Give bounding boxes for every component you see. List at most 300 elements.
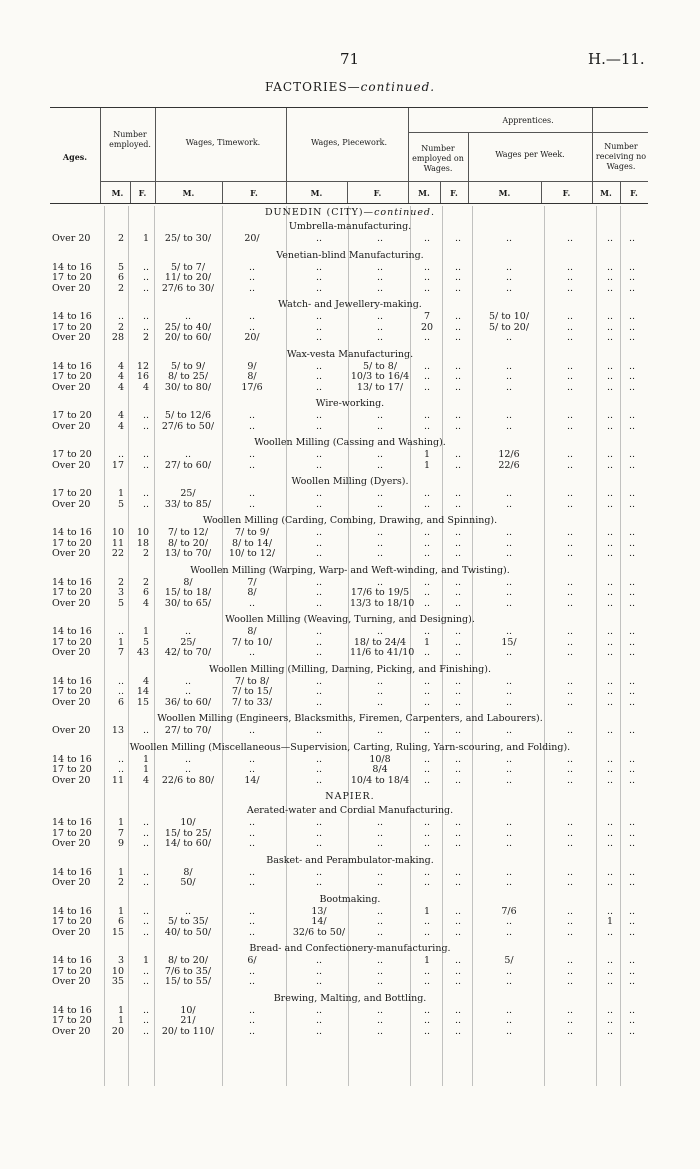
table-row xyxy=(0,411,700,422)
row-age: 17 to 20 xyxy=(52,686,92,697)
apprentice-wages-m: .. xyxy=(505,774,513,786)
apprentices-f: .. xyxy=(454,459,462,471)
apprentices-f: .. xyxy=(454,626,462,637)
table-row xyxy=(0,333,700,344)
row-age: 17 to 20 xyxy=(52,587,92,598)
section-heading xyxy=(0,790,700,804)
apprentice-wages-f: .. xyxy=(566,261,574,273)
timework-f: .. xyxy=(248,282,256,294)
apprentices-m: .. xyxy=(423,597,431,609)
table-row xyxy=(0,234,700,245)
no-wages-f: .. xyxy=(628,420,636,432)
timework-f: 8/ xyxy=(247,371,257,382)
apprentices-m: .. xyxy=(423,537,431,549)
piecework-m: .. xyxy=(315,488,323,499)
no-wages-f: .. xyxy=(628,272,636,283)
row-age: 14 to 16 xyxy=(52,311,92,322)
apprentices-f: .. xyxy=(454,537,462,549)
no-wages-f: .. xyxy=(628,527,636,538)
employed-f: 18 xyxy=(136,537,149,549)
header-ages: Ages. xyxy=(62,152,88,162)
section-heading-text: Watch- and Jewellery-making. xyxy=(278,299,422,310)
apprentice-wages-m: .. xyxy=(505,1025,513,1037)
row-age: 17 to 20 xyxy=(52,537,92,549)
no-wages-m: .. xyxy=(606,332,614,343)
apprentices-m: .. xyxy=(423,576,431,588)
no-wages-m: .. xyxy=(606,233,614,244)
page-title xyxy=(0,80,700,94)
employed-f: 2 xyxy=(142,332,149,343)
piecework-m: 14/ xyxy=(311,916,327,927)
apprentices-f: .. xyxy=(454,1015,462,1026)
employed-f: .. xyxy=(142,1025,149,1037)
timework-m: 8/ xyxy=(183,866,193,878)
apprentice-wages-f: .. xyxy=(566,866,574,878)
table-row xyxy=(0,284,700,295)
no-wages-f: .. xyxy=(628,449,636,460)
apprentice-wages-f: .. xyxy=(566,774,574,786)
employed-m: .. xyxy=(117,449,124,460)
row-age: 17 to 20 xyxy=(52,371,92,382)
apprentices-f: .. xyxy=(454,332,462,343)
employed-m: .. xyxy=(117,311,124,322)
no-wages-m: .. xyxy=(606,1015,614,1026)
apprentices-m: .. xyxy=(423,360,431,372)
section-heading xyxy=(0,249,700,263)
apprentice-wages-f: .. xyxy=(566,1004,574,1016)
apprentices-m: 1 xyxy=(423,459,431,471)
piecework-m: .. xyxy=(315,332,323,343)
no-wages-m: .. xyxy=(606,371,614,382)
apprentice-wages-m: .. xyxy=(505,686,513,697)
no-wages-f: .. xyxy=(628,537,636,549)
table-row xyxy=(0,755,700,766)
piecework-m: .. xyxy=(315,965,323,977)
apprentice-wages-f: .. xyxy=(566,332,574,343)
piecework-m: .. xyxy=(315,537,323,549)
apprentice-wages-m: .. xyxy=(505,371,513,382)
row-age: 17 to 20 xyxy=(52,321,92,333)
apprentices-m: .. xyxy=(423,965,431,977)
timework-m: 30/ to 65/ xyxy=(164,597,212,609)
employed-m: 35 xyxy=(111,976,124,987)
no-wages-f: .. xyxy=(628,647,636,658)
apprentices-f: .. xyxy=(454,597,462,609)
row-age: 14 to 16 xyxy=(52,866,92,878)
employed-f: 1 xyxy=(142,233,149,244)
table-row xyxy=(0,917,700,928)
timework-m: .. xyxy=(184,311,192,322)
row-age: 14 to 16 xyxy=(52,1004,92,1016)
apprentices-f: .. xyxy=(454,753,462,765)
employed-f: .. xyxy=(142,321,149,333)
row-age: Over 20 xyxy=(52,233,91,244)
table-row xyxy=(0,450,700,461)
no-wages-f: .. xyxy=(628,955,636,966)
employed-m: 13 xyxy=(111,725,124,736)
timework-f: 10/ to 12/ xyxy=(228,548,276,559)
table-row xyxy=(0,977,700,988)
row-age: Over 20 xyxy=(52,498,91,510)
employed-m: .. xyxy=(117,675,124,687)
piecework-m: 32/6 to 50/ xyxy=(292,926,346,938)
timework-m: 36/ to 60/ xyxy=(164,696,212,708)
no-wages-f: .. xyxy=(628,1004,636,1016)
no-wages-f: .. xyxy=(628,764,636,775)
apprentice-wages-f: .. xyxy=(566,1025,574,1037)
apprentices-m: .. xyxy=(423,696,431,708)
timework-m: 8/ to 25/ xyxy=(167,371,209,382)
employed-f: 16 xyxy=(136,371,149,382)
row-age: 17 to 20 xyxy=(52,272,92,283)
apprentice-wages-f: .. xyxy=(566,233,574,244)
row-age: Over 20 xyxy=(52,926,91,938)
no-wages-f: .. xyxy=(628,827,636,839)
piecework-f: 11/6 to 41/10 xyxy=(350,647,415,658)
apprentices-m: .. xyxy=(423,272,431,283)
row-age: Over 20 xyxy=(52,597,91,609)
apprentice-wages-f: .. xyxy=(566,626,574,637)
apprentices-m: .. xyxy=(423,976,431,987)
piecework-f: .. xyxy=(376,916,384,927)
timework-f: .. xyxy=(248,647,256,658)
header-number-no-wages: Number receiving no Wages. xyxy=(595,142,647,171)
table-row xyxy=(0,528,700,539)
piecework-f: .. xyxy=(376,866,384,878)
piecework-m: .. xyxy=(315,311,323,322)
piecework-m: .. xyxy=(315,381,323,393)
employed-m: 28 xyxy=(111,332,124,343)
no-wages-m: .. xyxy=(606,675,614,687)
piecework-f: .. xyxy=(376,955,384,966)
timework-f: .. xyxy=(248,905,256,917)
table-row xyxy=(0,549,700,560)
apprentices-m: .. xyxy=(423,1004,431,1016)
timework-m: 25/ xyxy=(180,488,196,499)
piecework-m: .. xyxy=(315,774,323,786)
apprentice-wages-f: .. xyxy=(566,916,574,927)
timework-f: .. xyxy=(248,1015,256,1026)
apprentice-wages-m: .. xyxy=(505,488,513,499)
title-continued: continued. xyxy=(360,80,436,94)
timework-m: 15/ to 25/ xyxy=(164,827,212,839)
no-wages-m: .. xyxy=(606,753,614,765)
table-row xyxy=(0,928,700,939)
no-wages-m: .. xyxy=(606,827,614,839)
employed-m: 17 xyxy=(111,459,124,471)
piecework-m: .. xyxy=(315,587,323,598)
apprentices-f: .. xyxy=(454,774,462,786)
apprentices-f: .. xyxy=(454,764,462,775)
apprentice-wages-m: .. xyxy=(505,926,513,938)
piecework-m: 13/ xyxy=(311,905,327,917)
timework-m: 27/6 to 50/ xyxy=(161,420,215,432)
timework-m: 8/ xyxy=(183,576,193,588)
piecework-m: .. xyxy=(315,272,323,283)
employed-m: 1 xyxy=(117,636,124,648)
no-wages-m: .. xyxy=(606,774,614,786)
table-row xyxy=(0,765,700,776)
table-row xyxy=(0,461,700,472)
piecework-f: .. xyxy=(376,926,384,938)
header-m: M. xyxy=(111,188,124,198)
no-wages-f: .. xyxy=(628,753,636,765)
no-wages-f: .. xyxy=(628,488,636,499)
row-age: Over 20 xyxy=(52,725,91,736)
section-heading xyxy=(0,436,700,450)
row-age: Over 20 xyxy=(52,381,91,393)
no-wages-f: .. xyxy=(628,321,636,333)
timework-f: .. xyxy=(248,449,256,460)
no-wages-m: .. xyxy=(606,686,614,697)
no-wages-f: .. xyxy=(628,916,636,927)
piecework-f: .. xyxy=(376,459,384,471)
piecework-m: .. xyxy=(315,866,323,878)
employed-f: 1 xyxy=(142,626,149,637)
table-row xyxy=(0,956,700,967)
row-age: Over 20 xyxy=(52,332,91,343)
table-row xyxy=(0,726,700,737)
piecework-m: .. xyxy=(315,976,323,987)
apprentice-wages-m: .. xyxy=(505,261,513,273)
piecework-f: .. xyxy=(376,976,384,987)
apprentice-wages-m: .. xyxy=(505,537,513,549)
row-age: Over 20 xyxy=(52,647,91,658)
timework-f: .. xyxy=(248,410,256,421)
no-wages-f: .. xyxy=(628,282,636,294)
apprentice-wages-m: .. xyxy=(505,753,513,765)
no-wages-m: .. xyxy=(606,636,614,648)
apprentice-wages-m: .. xyxy=(505,576,513,588)
piecework-m: .. xyxy=(315,827,323,839)
section-heading-text: Woollen Milling (Carding, Combing, Drawing, and Spinning). xyxy=(202,515,498,526)
apprentice-wages-f: .. xyxy=(566,498,574,510)
piecework-f: .. xyxy=(376,838,384,849)
header-m: M. xyxy=(498,188,511,198)
apprentices-f: .. xyxy=(454,1004,462,1016)
piecework-m: .. xyxy=(315,548,323,559)
timework-m: 5/ to 7/ xyxy=(170,261,206,273)
apprentices-f: .. xyxy=(454,410,462,421)
apprentice-wages-f: .. xyxy=(566,905,574,917)
row-age: 17 to 20 xyxy=(52,916,92,927)
timework-f: .. xyxy=(248,916,256,927)
piecework-m: .. xyxy=(315,498,323,510)
timework-m: 15/ to 55/ xyxy=(164,976,212,987)
header-wages-per-week: Wages per Week. xyxy=(495,150,565,159)
apprentice-wages-m: .. xyxy=(505,916,513,927)
apprentices-m: .. xyxy=(423,877,431,888)
apprentice-wages-f: .. xyxy=(566,675,574,687)
table-row xyxy=(0,868,700,879)
no-wages-m: .. xyxy=(606,647,614,658)
apprentice-wages-m: .. xyxy=(505,647,513,658)
apprentice-wages-m: 12/6 xyxy=(498,449,520,460)
timework-f: 6/ xyxy=(247,955,257,966)
employed-m: .. xyxy=(117,764,124,775)
no-wages-f: .. xyxy=(628,381,636,393)
no-wages-m: .. xyxy=(606,587,614,598)
piecework-f: .. xyxy=(376,321,384,333)
apprentice-wages-f: .. xyxy=(566,753,574,765)
no-wages-f: .. xyxy=(628,371,636,382)
apprentice-wages-f: .. xyxy=(566,877,574,888)
section-heading xyxy=(0,220,700,234)
no-wages-m: .. xyxy=(606,955,614,966)
timework-m: 25/ xyxy=(180,636,196,648)
piecework-f: .. xyxy=(376,537,384,549)
apprentices-f: .. xyxy=(454,955,462,966)
employed-m: 20 xyxy=(111,1025,124,1037)
employed-f: 10 xyxy=(136,527,149,538)
timework-m: .. xyxy=(184,764,192,775)
timework-f: 7/ to 9/ xyxy=(234,527,270,538)
row-age: 14 to 16 xyxy=(52,905,92,917)
apprentice-wages-m: .. xyxy=(505,838,513,849)
section-heading-text: Aerated-water and Cordial Manufacturing. xyxy=(246,805,454,816)
header-f: F. xyxy=(373,188,382,198)
section-heading xyxy=(0,712,700,726)
apprentices-f: .. xyxy=(454,647,462,658)
table-row xyxy=(0,578,700,589)
apprentice-wages-m: .. xyxy=(505,725,513,736)
no-wages-m: .. xyxy=(606,282,614,294)
apprentice-wages-f: .. xyxy=(566,647,574,658)
header-f: F. xyxy=(630,188,638,198)
apprentices-m: .. xyxy=(423,587,431,598)
row-age: Over 20 xyxy=(52,838,91,849)
apprentice-wages-f: .. xyxy=(566,282,574,294)
piecework-f: .. xyxy=(376,420,384,432)
apprentices-f: .. xyxy=(454,965,462,977)
piecework-f: .. xyxy=(376,488,384,499)
apprentices-f: .. xyxy=(454,838,462,849)
apprentice-wages-m: 7/6 xyxy=(501,905,517,917)
timework-f: .. xyxy=(248,1025,256,1037)
header-m: M. xyxy=(418,188,430,198)
table-row xyxy=(0,1027,700,1038)
piecework-f: .. xyxy=(376,498,384,510)
piecework-m: .. xyxy=(315,753,323,765)
no-wages-m: .. xyxy=(606,877,614,888)
piecework-m: .. xyxy=(315,527,323,538)
piecework-f: 5/ to 8/ xyxy=(362,360,398,372)
timework-f: .. xyxy=(248,420,256,432)
row-age: Over 20 xyxy=(52,774,91,786)
no-wages-f: .. xyxy=(628,877,636,888)
table-row xyxy=(0,422,700,433)
no-wages-f: .. xyxy=(628,838,636,849)
apprentice-wages-f: .. xyxy=(566,576,574,588)
timework-m: 15/ to 18/ xyxy=(164,587,212,598)
table-row xyxy=(0,599,700,610)
timework-f: .. xyxy=(248,459,256,471)
piecework-f: 10/4 to 18/4 xyxy=(350,774,410,786)
employed-m: 4 xyxy=(117,410,124,421)
employed-f: 43 xyxy=(136,647,149,658)
header-number-employed: Number employed. xyxy=(109,130,151,149)
piecework-f: 13/ to 17/ xyxy=(356,381,404,393)
apprentices-m: .. xyxy=(423,548,431,559)
apprentice-wages-f: .. xyxy=(566,410,574,421)
timework-m: 11/ to 20/ xyxy=(164,272,212,283)
employed-m: 6 xyxy=(117,272,124,283)
no-wages-m: .. xyxy=(606,537,614,549)
timework-m: 5/ to 12/6 xyxy=(164,410,212,421)
piecework-m: .. xyxy=(315,877,323,888)
section-heading-text: Woollen Milling (Milling, Darning, Picking, and Finishing). xyxy=(209,663,491,675)
apprentice-wages-f: .. xyxy=(566,488,574,499)
timework-m: 33/ to 85/ xyxy=(164,498,212,510)
apprentice-wages-f: .. xyxy=(566,371,574,382)
apprentice-wages-f: .. xyxy=(566,321,574,333)
apprentice-wages-f: .. xyxy=(566,587,574,598)
employed-m: 7 xyxy=(117,647,124,658)
no-wages-m: .. xyxy=(606,360,614,372)
employed-f: .. xyxy=(142,282,149,294)
timework-f: .. xyxy=(248,976,256,987)
no-wages-m: 1 xyxy=(606,916,614,927)
table-row xyxy=(0,687,700,698)
employed-f: .. xyxy=(142,725,149,736)
employed-f: .. xyxy=(142,420,149,432)
piecework-f: .. xyxy=(376,311,384,322)
apprentices-m: .. xyxy=(423,838,431,849)
row-age: 14 to 16 xyxy=(52,753,92,765)
no-wages-f: .. xyxy=(628,905,636,917)
employed-m: 6 xyxy=(117,696,124,708)
piecework-f: 17/6 to 19/5 xyxy=(350,587,410,598)
timework-f: 8/ xyxy=(247,587,257,598)
table-header xyxy=(50,107,648,204)
piecework-m: .. xyxy=(315,360,323,372)
apprentice-wages-m: 15/ xyxy=(501,636,517,648)
apprentices-m: 1 xyxy=(423,449,431,460)
apprentice-wages-f: .. xyxy=(566,838,574,849)
timework-m: 8/ to 20/ xyxy=(167,955,209,966)
no-wages-f: .. xyxy=(628,926,636,938)
no-wages-f: .. xyxy=(628,233,636,244)
no-wages-m: .. xyxy=(606,459,614,471)
apprentice-wages-m: .. xyxy=(505,233,513,244)
timework-f: .. xyxy=(248,827,256,839)
no-wages-m: .. xyxy=(606,725,614,736)
employed-f: 4 xyxy=(142,597,149,609)
apprentices-m: .. xyxy=(423,866,431,878)
apprentices-f: .. xyxy=(454,866,462,878)
apprentice-wages-f: .. xyxy=(566,449,574,460)
section-heading-text: Woollen Milling (Warping, Warp- and Weft-winding, and Twisting). xyxy=(190,564,510,576)
piecework-m: .. xyxy=(315,321,323,333)
timework-m: 30/ to 80/ xyxy=(164,381,212,393)
apprentices-m: .. xyxy=(423,527,431,538)
no-wages-f: .. xyxy=(628,686,636,697)
apprentices-f: .. xyxy=(454,877,462,888)
timework-m: 5/ to 9/ xyxy=(170,360,206,372)
no-wages-m: .. xyxy=(606,548,614,559)
piecework-m: .. xyxy=(315,647,323,658)
apprentice-wages-m: .. xyxy=(505,827,513,839)
apprentice-wages-f: .. xyxy=(566,459,574,471)
employed-m: 5 xyxy=(117,498,124,510)
row-age: 14 to 16 xyxy=(52,817,92,828)
apprentice-wages-m: 5/ xyxy=(504,955,514,966)
timework-m: 27/ to 70/ xyxy=(164,725,212,736)
employed-f: 6 xyxy=(142,587,149,598)
timework-f: 7/ to 33/ xyxy=(231,696,273,708)
apprentice-wages-f: .. xyxy=(566,360,574,372)
no-wages-f: .. xyxy=(628,498,636,510)
